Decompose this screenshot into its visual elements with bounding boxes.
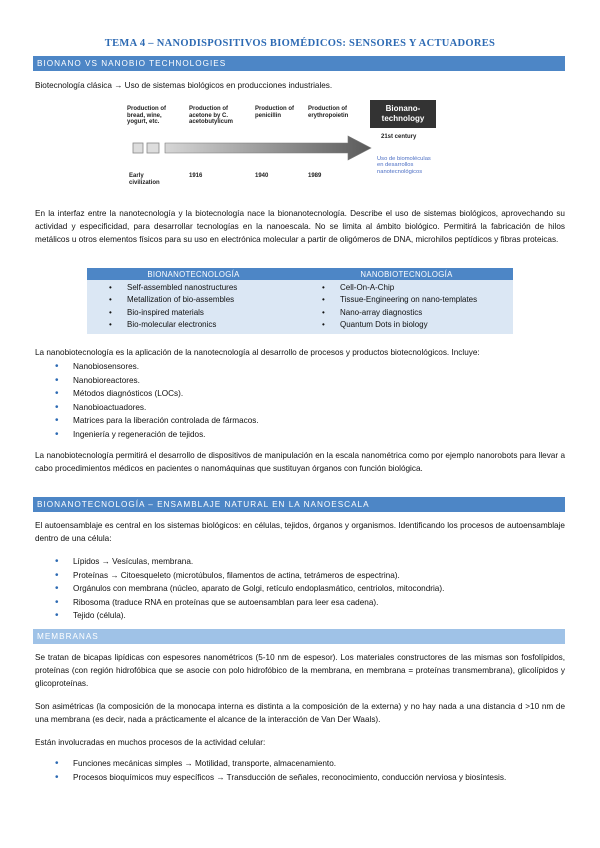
paragraph-bionanotecnologia: En la interfaz entre la nanotecnología y la biotecnología nace la bionanotecnología. Describe el uso de sistemas biológicos, aprovechando su actividad y especificidad, para desarrollar tecnologías en la nanoescala. No se limita al ámbito biológico. Permitirá la fabricación de hilos metálicos u otros elementos físicos para su uso en electrónica molecular a partir de oligómeros de DNA, microhilos peptídicos y fibras proteicas.	[35, 209, 565, 244]
list-item: • Ingeniería y regeneración de tejidos.	[55, 428, 565, 442]
table-cell-right	[300, 280, 513, 334]
figure-label-acetone: Production of acetone by C. acetobutylicum	[189, 106, 234, 126]
table-item: • Bio-inspired materials	[87, 307, 300, 319]
figure-year-1989: 1989	[308, 173, 322, 179]
figure-year-1916: 1916	[189, 173, 203, 179]
figure-label-bread: Production of bread, wine, yogurt, etc.	[127, 106, 166, 126]
list-item: • Nanobioactuadores.	[55, 401, 565, 415]
membranas-list	[55, 757, 565, 784]
figure-note: Uso de biomoléculas en desarrollos nanotecnológicos	[377, 156, 431, 175]
list-item: • Lípidos → Vesículas, membrana.	[55, 555, 565, 569]
list-item: • Tejido (célula).	[55, 609, 565, 623]
figure-century: 21st century	[381, 134, 417, 140]
page-title: TEMA 4 – NANODISPOSITIVOS BIOMÉDICOS: SENSORES Y ACTUADORES	[104, 38, 496, 49]
timeline-block	[147, 143, 159, 153]
list-item: • Funciones mecánicas simples → Motilidad, transporte, almacenamiento.	[55, 757, 565, 771]
table-item: • Metallization of bio-assembles	[87, 294, 300, 306]
table-item: • Self-assembled nanostructures	[87, 282, 300, 294]
list-item: • Métodos diagnósticos (LOCs).	[55, 387, 565, 401]
figure-year-1940: 1940	[255, 173, 269, 179]
timeline-block	[133, 143, 143, 153]
figure-label-penicillin: Production of penicillin	[255, 106, 294, 119]
table-item: • Nano-array diagnostics	[300, 307, 513, 319]
comparison-table	[87, 268, 513, 334]
paragraph-procesos: Están involucradas en muchos procesos de la actividad celular:	[35, 738, 266, 747]
table-cell-left	[87, 280, 300, 334]
intro-text: Biotecnología clásica → Uso de sistemas biológicos en producciones industriales.	[35, 81, 333, 90]
list-item: • Procesos bioquímicos muy específicos → Transducción de señales, reconocimiento, conducción nerviosa y biosíntesis.	[55, 771, 565, 785]
table-header-bionano: BIONANOTECNOLOGÍA	[87, 268, 300, 280]
table-item: • Bio-molecular electronics	[87, 319, 300, 331]
timeline-arrow	[123, 132, 373, 168]
paragraph-autoensamblaje: El autoensamblaje es central en los sistemas biológicos: en células, tejidos, órganos y organismos. Identificando los procesos de autoensamblaje dentro de una célula:	[35, 521, 565, 543]
timeline-figure	[123, 100, 453, 200]
list-item: • Nanobioreactores.	[55, 374, 565, 388]
table-item: • Quantum Dots in biology	[300, 319, 513, 331]
section-heading-ensamblaje: BIONANOTECNOLOGÍA – ENSAMBLAJE NATURAL EN LA NANOESCALA	[33, 497, 565, 512]
paragraph-nanorobots: La nanobiotecnología permitirá el desarrollo de dispositivos de manipulación en la escala nanométrica como por ejemplo nanorobots para llevar a cabo procedimientos médicos en pacientes o nanomáquinas que sustituyan órganos con función biológica.	[35, 451, 565, 473]
paragraph-nanobiotecnologia: La nanobiotecnología es la aplicación de la nanotecnología al desarrollo de procesos y productos biotecnológicos. Incluye:	[35, 348, 480, 357]
list-item: • Matrices para la liberación controlada de fármacos.	[55, 414, 565, 428]
section-heading-membranas: MEMBRANAS	[33, 629, 565, 644]
list-item: • Proteínas → Citoesqueleto (microtúbulos, filamentos de actina, tetrámeros de espectrina).	[55, 569, 565, 583]
table-item: • Tissue-Engineering on nano-templates	[300, 294, 513, 306]
paragraph-bicapas: Se tratan de bicapas lipídicas con espesores nanométricos (5-10 nm de espesor). Los materiales constructores de las mismas son fosfolípidos, proteínas (con región hidrofóbica que se asocie con polo hidrofóbico de la membrana, en membrana = proteínas transmembrana), glicolípidos y glicoproteínas.	[35, 653, 565, 688]
figure-year-early: Early civilization	[129, 173, 160, 186]
autoensamblaje-list	[55, 555, 565, 623]
figure-label-erythropoietin: Production of erythropoietin	[308, 106, 349, 119]
list-item: • Orgánulos con membrana (núcleo, aparato de Golgi, retículo endoplasmático, centriolos, mitocondria).	[55, 582, 565, 596]
section-heading-bionano: BIONANO VS NANOBIO TECHNOLOGIES	[33, 56, 565, 71]
table-item: • Cell-On-A-Chip	[300, 282, 513, 294]
bionanotechnology-box: Bionano-technology	[370, 100, 436, 128]
arrow-shape	[165, 136, 371, 160]
paragraph-asimetricas: Son asimétricas (la composición de la monocapa interna es distinta a la composición de la externa) y no hay nada a una distancia d >10 nm de una membrana (es decir, nada a prácticamente el alcance de la interacción de Van Der Waals).	[35, 702, 565, 724]
table-header-nanobio: NANOBIOTECNOLOGÍA	[300, 268, 513, 280]
list-item: • Nanobiosensores.	[55, 360, 565, 374]
list-item: • Ribosoma (traduce RNA en proteínas que se autoensamblan para leer esa cadena).	[55, 596, 565, 610]
nanobio-list	[55, 360, 565, 442]
